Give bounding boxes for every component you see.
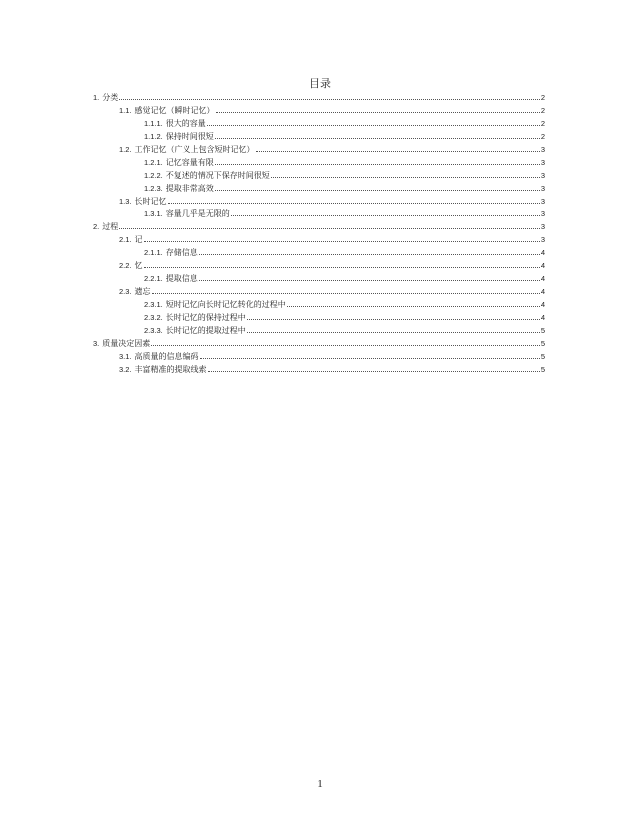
toc-entry-page: 4 xyxy=(540,248,545,258)
toc-entry-page: 4 xyxy=(540,312,545,322)
toc-dot-leader xyxy=(119,99,540,100)
toc-dot-leader xyxy=(247,332,540,333)
toc-entry-page: 3 xyxy=(540,196,545,206)
toc-entry-title: 高质量的信息编码 xyxy=(134,351,199,361)
toc-dot-leader xyxy=(256,151,540,152)
toc-entry-number: 3.2. xyxy=(119,364,132,374)
toc-entry-number: 1.3. xyxy=(119,196,132,206)
toc-entry-title: 不复述的情况下保存时间很短 xyxy=(165,170,270,180)
toc-entry[interactable] xyxy=(93,92,545,105)
toc-entry-number: 2.1.1. xyxy=(144,248,163,258)
toc-entry-title: 容量几乎是无限的 xyxy=(165,209,230,219)
toc-entry[interactable] xyxy=(93,351,545,364)
toc-entry[interactable] xyxy=(93,157,545,170)
toc-entry-page: 4 xyxy=(540,300,545,309)
toc-entry-number: 2.3.2. xyxy=(144,312,163,322)
toc-entry[interactable] xyxy=(93,118,545,131)
toc-entry-number: 1.1. xyxy=(119,105,132,115)
toc-dot-leader xyxy=(215,190,540,191)
toc-entry-page: 3 xyxy=(540,209,545,219)
toc-entry-title: 质量决定因素 xyxy=(102,338,151,348)
toc-entry-page: 5 xyxy=(540,338,545,348)
toc-dot-leader xyxy=(215,164,540,165)
toc-entry-number: 1.3.1. xyxy=(144,209,163,219)
toc-entry-title: 感觉记忆（瞬时记忆） xyxy=(134,105,215,115)
toc-entry-title: 记 xyxy=(134,235,143,245)
toc-entry[interactable] xyxy=(93,273,545,286)
toc-entry-page: 2 xyxy=(540,118,545,128)
toc-entry-page: 3 xyxy=(540,222,545,232)
toc-dot-leader xyxy=(152,293,540,294)
toc-dot-leader xyxy=(151,345,540,346)
toc-entry-page: 3 xyxy=(540,157,545,167)
toc-entry-number: 2.3.1. xyxy=(144,300,163,309)
toc-entry[interactable] xyxy=(93,325,545,338)
toc-entry-title: 丰富精准的提取线索 xyxy=(134,364,207,374)
toc-entry-title: 很大的容量 xyxy=(165,118,206,128)
toc-entry[interactable] xyxy=(93,247,545,260)
toc-dot-leader xyxy=(168,203,540,204)
toc-dot-leader xyxy=(208,371,540,372)
toc-entry-title: 保持时间很短 xyxy=(165,131,214,141)
toc-entry[interactable] xyxy=(93,170,545,183)
toc-entry[interactable] xyxy=(93,299,545,312)
toc-entry-title: 工作记忆（广义上包含短时记忆） xyxy=(134,144,255,154)
toc-entry-page: 2 xyxy=(540,105,545,115)
toc-entry-title: 长时记忆的保持过程中 xyxy=(165,312,246,322)
table-of-contents xyxy=(93,92,545,377)
toc-entry-number: 3.1. xyxy=(119,351,132,361)
toc-entry-title: 分类 xyxy=(102,93,119,102)
toc-entry-title: 过程 xyxy=(102,222,119,232)
toc-entry[interactable] xyxy=(93,260,545,273)
toc-dot-leader xyxy=(231,215,540,216)
toc-dot-leader xyxy=(215,138,540,139)
toc-entry-number: 1.2.1. xyxy=(144,157,163,167)
toc-entry[interactable] xyxy=(93,105,545,118)
toc-entry-number: 1.1.1. xyxy=(144,118,163,128)
toc-dot-leader xyxy=(199,254,540,255)
toc-entry-title: 存储信息 xyxy=(165,248,198,258)
toc-entry[interactable] xyxy=(93,364,545,377)
toc-entry-title: 遗忘 xyxy=(134,287,151,297)
toc-entry[interactable] xyxy=(93,234,545,247)
toc-entry[interactable] xyxy=(93,131,545,144)
toc-entry-number: 1. xyxy=(93,93,100,102)
toc-entry-page: 4 xyxy=(540,287,545,297)
toc-entry-title: 记忆容量有限 xyxy=(165,157,214,167)
toc-dot-leader xyxy=(207,125,540,126)
toc-entry-page: 4 xyxy=(540,274,545,284)
toc-entry-title: 短时记忆向长时记忆转化的过程中 xyxy=(165,300,286,309)
toc-entry[interactable] xyxy=(93,196,545,209)
toc-entry[interactable] xyxy=(93,286,545,299)
toc-entry-number: 3. xyxy=(93,338,100,348)
toc-dot-leader xyxy=(247,319,540,320)
toc-dot-leader xyxy=(119,228,540,229)
toc-dot-leader xyxy=(287,306,540,307)
toc-entry-title: 长时记忆的提取过程中 xyxy=(165,325,246,335)
toc-entry-page: 5 xyxy=(540,364,545,374)
toc-title: 目录 xyxy=(309,77,331,90)
toc-entry-page: 5 xyxy=(540,351,545,361)
toc-entry-number: 2.3.3. xyxy=(144,325,163,335)
toc-entry-number: 2. xyxy=(93,222,100,232)
toc-entry-number: 1.2. xyxy=(119,144,132,154)
toc-entry[interactable] xyxy=(93,208,545,221)
toc-entry-number: 2.3. xyxy=(119,287,132,297)
page-number: 1 xyxy=(317,778,323,790)
toc-entry[interactable] xyxy=(93,144,545,157)
toc-dot-leader xyxy=(200,358,540,359)
toc-dot-leader xyxy=(216,112,540,113)
toc-dot-leader xyxy=(199,280,540,281)
toc-entry-page: 5 xyxy=(540,325,545,335)
toc-entry-number: 2.2.1. xyxy=(144,274,163,284)
toc-entry-page: 4 xyxy=(540,261,545,271)
toc-entry-page: 3 xyxy=(540,144,545,154)
toc-entry[interactable] xyxy=(93,338,545,351)
toc-entry-page: 3 xyxy=(540,235,545,245)
toc-entry-page: 3 xyxy=(540,183,545,193)
toc-entry-title: 提取非常高效 xyxy=(165,183,214,193)
toc-entry[interactable] xyxy=(93,221,545,234)
toc-entry-number: 1.1.2. xyxy=(144,131,163,141)
toc-entry-number: 1.2.3. xyxy=(144,183,163,193)
toc-entry-title: 忆 xyxy=(134,261,143,271)
toc-entry-number: 2.1. xyxy=(119,235,132,245)
toc-entry-page: 2 xyxy=(540,131,545,141)
toc-entry-title: 提取信息 xyxy=(165,274,198,284)
toc-entry-number: 1.2.2. xyxy=(144,170,163,180)
toc-entry-title: 长时记忆 xyxy=(134,196,167,206)
toc-entry-page: 3 xyxy=(540,170,545,180)
toc-entry[interactable] xyxy=(93,183,545,196)
toc-dot-leader xyxy=(144,267,540,268)
toc-dot-leader xyxy=(144,241,540,242)
toc-entry-page: 2 xyxy=(540,93,545,102)
toc-dot-leader xyxy=(271,177,540,178)
toc-entry-number: 2.2. xyxy=(119,261,132,271)
toc-entry[interactable] xyxy=(93,312,545,325)
